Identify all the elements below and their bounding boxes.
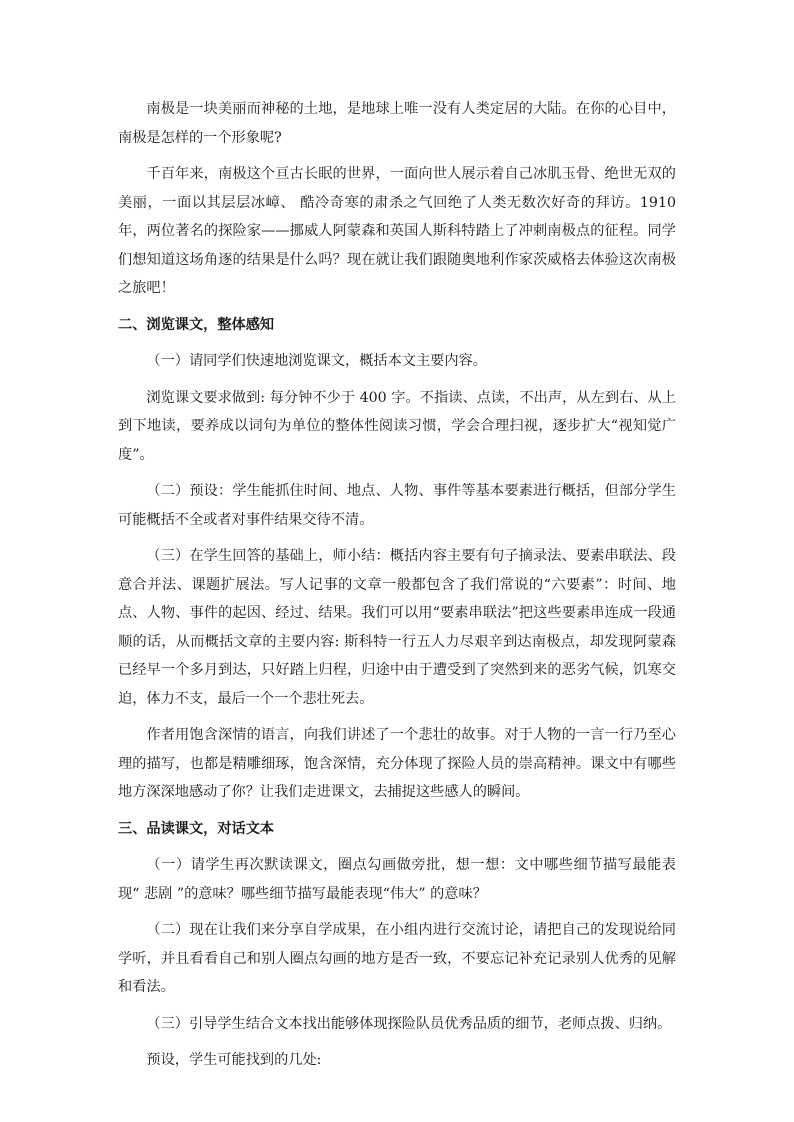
intro-paragraph-2: 千百年来，南极这个亘古长眠的世界，一面向世人展示着自己冰肌玉骨、绝世无双的美丽，一面以其层层冰嶂、 酷冷奇寒的肃杀之气回绝了人类无数次好奇的拜访。1910 年，两位著名的探险家——挪威人阿蒙森和英国人斯科特踏上了冲刺南极点的征程。同学们想知道这场角逐的结果是什么吗？现在就让我们跟随奥地利作家茨威格去体验这次南极之旅吧！: [118, 166, 676, 296]
section-2-item-1: （一）请同学们快速地浏览课文，概括本文主要内容。: [146, 353, 487, 369]
document-body: [118, 95, 676, 1083]
section-3-item-1: （一）请学生再次默读课文，圈点勾画做旁批，想一想：文中哪些细节描写最能表现“ 悲剧 ”的意味？哪些细节描写最能表现“伟大” 的意味？: [118, 857, 676, 902]
reading-requirements-paragraph: 浏览课文要求做到: 每分钟不少于 400 字。不指读、点读，不出声，从左到右、从上到下地读，要养成以词句为单位的整体性阅读习惯，学会合理扫视，逐步扩大“视知觉广度”。: [118, 389, 676, 463]
section-heading-2: 二、浏览课文，整体感知: [118, 316, 275, 333]
section-3-item-3: （三）引导学生结合文本找出能够体现探险队员优秀品质的细节，老师点拨、归纳。: [146, 1015, 672, 1032]
story-summary-paragraph: 作者用饱含深情的语言，向我们讲述了一个悲壮的故事。对于人物的一言一行乃至心理的描写，也都是精雕细琢，饱含深情，充分体现了探险人员的崇高精神。课文中有哪些地方深深地感动了你？让我们走进课文，去捕捉这些感人的瞬间。: [118, 727, 676, 800]
section-2-item-2: （二）预设：学生能抓住时间、地点、人物、事件等基本要素进行概括，但部分学生可能概括不全或者对事件结果交待不清。: [118, 483, 676, 528]
preset-paragraph: 预设，学生可能找到的几处:: [146, 1052, 322, 1068]
section-heading-3: 三、品读课文，对话文本: [118, 820, 275, 837]
section-3-item-2: （二）现在让我们来分享自学成果，在小组内进行交流讨论，请把自己的发现说给同学听，并且看看自己和别人圈点勾画的地方是否一致，不要忘记补充记录别人优秀的见解和看法。: [118, 922, 676, 995]
section-2-item-3: （三）在学生回答的基础上，师小结：概括内容主要有句子摘录法、要素串联法、段意合并法、课题扩展法。写人记事的文章一般都包含了我们常说的“六要素”：时间、地点、人物、事件的起因、经过、结果。我们可以用“要素串联法”把这些要素串连成一段通顺的话，从而概括文章的主要内容: 斯科特一行五人力尽艰辛到达南极点，却发现阿蒙森已经早一个多月到达，只好踏上归程，归途中由于遭受到了突然到来的恶劣气候，饥寒交迫，体力不支，最后一个一个悲壮死去。: [118, 548, 676, 707]
intro-paragraph-1: 南极是一块美丽而神秘的土地，是地球上唯一没有人类定居的大陆。在你的心目中，南极是怎样的一个形象呢?: [118, 101, 676, 146]
